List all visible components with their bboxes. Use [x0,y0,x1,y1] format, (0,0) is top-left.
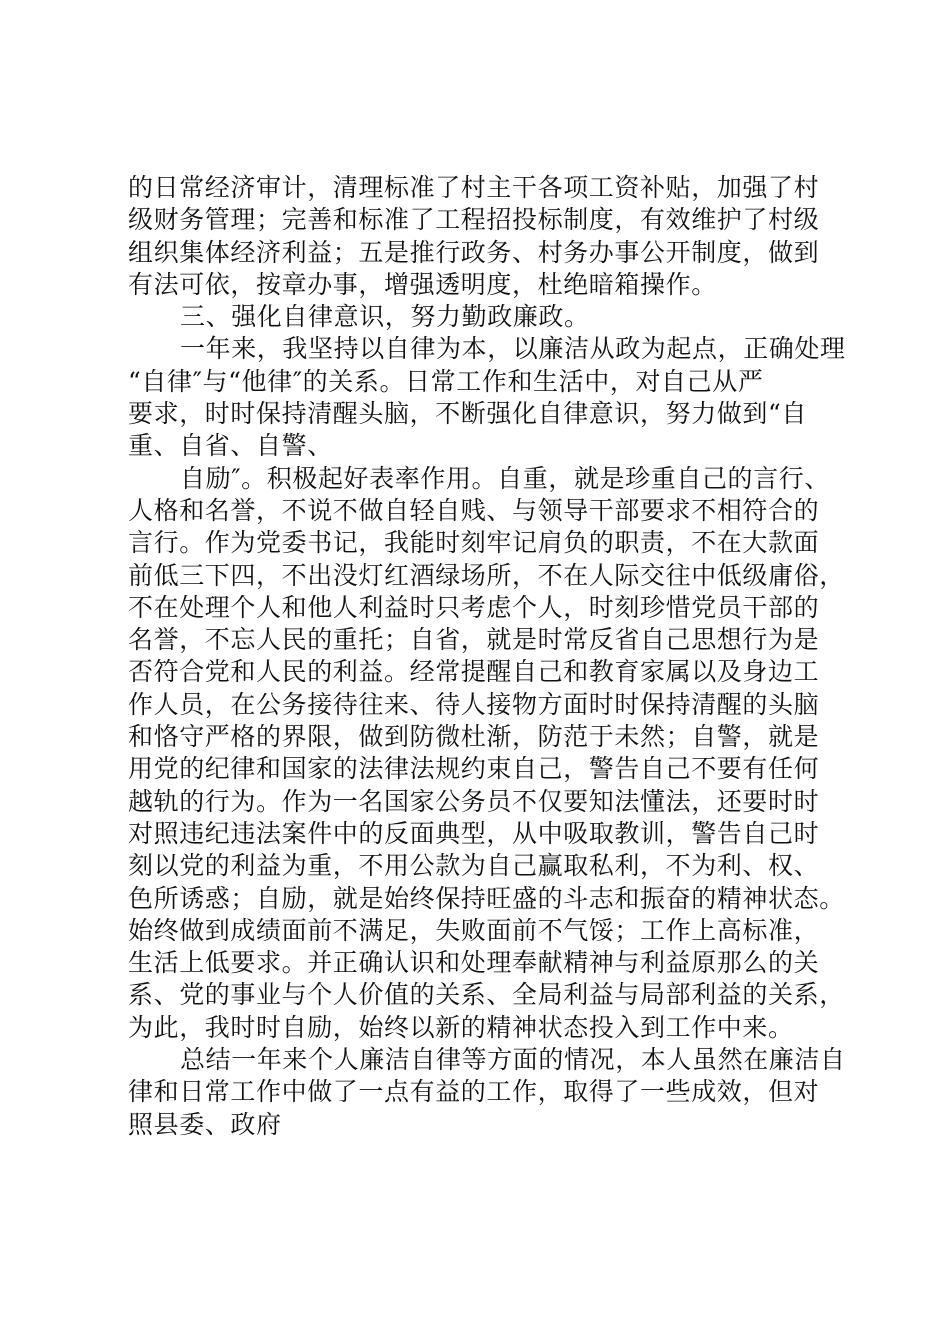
text-line: 级财务管理；完善和标准了工程招投标制度，有效维护了村级 [128,205,820,235]
text-line: 的日常经济审计，清理标准了村主干各项工资补贴，加强了村 [128,173,820,202]
text-line: 始终做到成绩面前不满足，失败面前不气馁；工作上高标准， [128,915,820,945]
document-body [128,172,844,1141]
text-line: 越轨的行为。作为一名国家公务员不仅要知法懂法，还要时时 [128,786,820,816]
text-line: 总结一年来个人廉洁自律等方面的情况，本人虽然在廉洁自 [180,1045,846,1075]
text-line: 三、强化自律意识，努力勤政廉政。 [180,302,590,332]
text-line: 要求，时时保持清醒头脑，不断强化自律意识，努力做到“自 [128,399,807,429]
text-line: “自律″与“他律″的关系。日常工作和生活中，对自己从严 [128,366,764,396]
text-line: 组织集体经济利益；五是推行政务、村务办事公开制度，做到 [128,237,820,267]
text-line: 律和日常工作中做了一点有益的工作，取得了一些成效，但对 [128,1077,820,1107]
text-line: 用党的纪律和国家的法律法规约束自己，警告自己不要有任何 [128,754,820,784]
text-line: 人格和名誉，不说不做自轻自贱、与领导干部要求不相符合的 [128,495,820,525]
text-line: 色所诱惑；自励，就是始终保持旺盛的斗志和振奋的精神状态。 [128,883,845,913]
text-line: 刻以党的利益为重，不用公款为自己赢取私利，不为利、权、 [128,851,820,881]
text-line: 为此，我时时自励，始终以新的精神状态投入到工作中来。 [128,1012,794,1042]
text-line: 生活上低要求。并正确认识和处理奉献精神与利益原那么的关 [128,948,820,978]
text-line: 否符合党和人民的利益。经常提醒自己和教育家属以及身边工 [128,657,820,687]
text-line: 前低三下四，不出没灯红酒绿场所，不在人际交往中低级庸俗， [128,560,845,590]
text-line: 重、自省、自警、 [128,431,333,461]
text-line: 自励″。积极起好表率作用。自重，就是珍重自己的言行、 [180,463,830,493]
text-line: 和恪守严格的界限，做到防微杜渐，防范于未然；自警，就是 [128,722,820,752]
text-line: 系、党的事业与个人价值的关系、全局利益与局部利益的关系， [128,980,845,1010]
text-line: 言行。作为党委书记，我能时刻牢记肩负的职责，不在大款面 [128,528,820,558]
text-line: 名誉，不忘人民的重托；自省，就是时常反省自己思想行为是 [128,625,820,655]
text-line: 照县委、政府 [128,1109,282,1139]
text-line: 一年来，我坚持以自律为本，以廉洁从政为起点，正确处理 [180,334,846,364]
text-line: 有法可依，按章办事，增强透明度，杜绝暗箱操作。 [128,269,717,299]
text-line: 对照违纪违法案件中的反面典型，从中吸取教训，警告自己时 [128,818,820,848]
text-line: 作人员，在公务接待往来、待人接物方面时时保持清醒的头脑 [128,689,820,719]
text-line: 不在处理个人和他人利益时只考虑个人，时刻珍惜党员干部的 [128,592,820,622]
